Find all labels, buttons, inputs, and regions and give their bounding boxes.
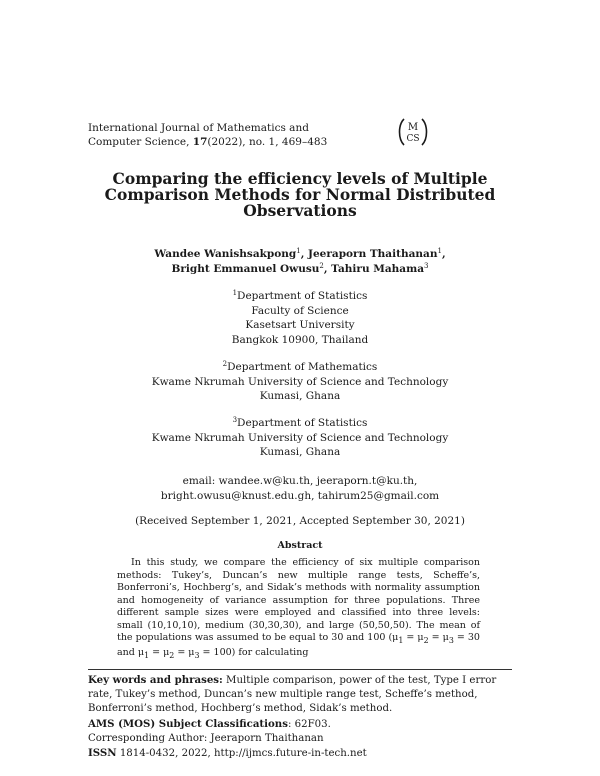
affiliation-mark: 2 (222, 360, 228, 368)
ams-classification (88, 717, 512, 732)
paper-title (60, 171, 540, 219)
author-line: Wandee Wanishsakpong$^1$, Jeeraporn Thaithanan$^1$, (154, 247, 446, 260)
affiliation-line (60, 289, 540, 304)
title-line: Comparing the efficiency levels of Multiple (112, 169, 488, 188)
logo-letters-bottom: CS (406, 134, 420, 144)
affiliation-text: Department of Statistics (237, 290, 368, 302)
email-block (60, 474, 540, 503)
abstract-heading: Abstract (277, 540, 323, 551)
affiliation-mark: 1 (232, 289, 238, 297)
affiliation-line (60, 416, 540, 431)
affiliation-line: Kwame Nkrumah University of Science and Technology (151, 375, 449, 388)
email-line: email: wandee.w@ku.th, jeeraporn.t@ku.th, (182, 475, 418, 487)
affiliation-1 (60, 289, 540, 347)
keywords-text: Multiple comparison, power of the test, Type I error rate, Tukey’s method, Duncan’s new multiple range test, Scheffe’s method, Bonferroni’s method, Hochberg’s method, Sidak’s method. (88, 675, 497, 715)
journal-name-line2 (88, 135, 348, 149)
affiliation-mark: 3 (232, 416, 238, 424)
author-affil-mark: 1 (437, 247, 442, 255)
email-line: bright.owusu@knust.edu.gh, tahirum25@gmail.com (160, 489, 440, 502)
abstract-body (117, 557, 480, 663)
journal-logo (397, 116, 429, 148)
corresponding-author: Corresponding Author: Jeeraporn Thaithanan (88, 732, 324, 744)
affiliation-text: Department of Statistics (237, 417, 368, 429)
affiliation-2 (60, 360, 540, 404)
affiliation-line: Kumasi, Ghana (259, 390, 341, 402)
footnote-block (88, 673, 512, 761)
journal-name-part: Computer Science, (88, 136, 193, 148)
affiliation-line: Kumasi, Ghana (259, 446, 341, 458)
author-name: Wandee Wanishsakpong (154, 248, 297, 260)
author-name: Tahiru Mahama (331, 263, 425, 275)
affiliation-text: Department of Mathematics (227, 361, 378, 373)
affiliation-3 (60, 416, 540, 460)
issn-label: ISSN (88, 747, 117, 760)
abstract-math: ($\mu_1 = \mu_2 = \mu_3 = 30$ and $\mu_1 = \mu_2 = \mu_3 = 100$) for calculating (117, 632, 480, 661)
journal-citation (88, 121, 348, 149)
author-affil-mark: 1 (296, 247, 301, 255)
affiliation-line: Kasetsart University (245, 319, 355, 331)
affiliation-line (60, 360, 540, 375)
received-dates: (Received September 1, 2021, Accepted September 30, 2021) (135, 515, 465, 527)
title-line: Observations (243, 201, 357, 220)
journal-name-line1: International Journal of Mathematics and (88, 122, 309, 134)
author-affil-mark: 2 (319, 262, 324, 270)
journal-volume: 17 (192, 136, 208, 148)
issn-line (88, 746, 512, 761)
affiliation-line: Faculty of Science (251, 304, 349, 317)
affiliation-line: Kwame Nkrumah University of Science and Technology (151, 431, 449, 444)
affiliation-line: Bangkok 10900, Thailand (231, 333, 369, 346)
author-line: Bright Emmanuel Owusu$^2$, Tahiru Mahama$^3$ (171, 262, 429, 275)
footnote-divider (88, 669, 512, 670)
keywords-label: Key words and phrases: (88, 674, 223, 686)
author-list (60, 247, 540, 277)
keywords (88, 673, 512, 717)
abstract-paragraph (117, 557, 480, 663)
logo-letters-top: M (407, 122, 419, 133)
ams-text: : 62F03. (287, 718, 331, 730)
author-affil-mark: 3 (424, 262, 429, 270)
abstract-text: In this study, we compare the efficiency of six multiple comparison methods: Tukey’s, Duncan’s new multiple range tests, Scheffe’s, Bonferroni’s, Hochberg’s, and Sidak’s methods with normality assumption and homogeneity of variance assumption for three populations. Three different sample sizes were employed and classified into three levels: small (10,10,10), medium (30,30,30), and large (50,50,50). The mean of the populations was assumed to be equal to 30 and 100 (117, 557, 480, 643)
issn-text: 1814-0432, 2022, http://ijmcs.future-in-tech.net (116, 748, 367, 760)
journal-issue-pages: (2022), no. 1, 469–483 (207, 136, 328, 148)
title-line: Comparison Methods for Normal Distributed (104, 185, 496, 204)
author-name: Bright Emmanuel Owusu (171, 263, 320, 275)
author-name: Jeeraporn Thaithanan (308, 248, 438, 260)
ams-label: AMS (MOS) Subject Classifications (88, 717, 288, 730)
